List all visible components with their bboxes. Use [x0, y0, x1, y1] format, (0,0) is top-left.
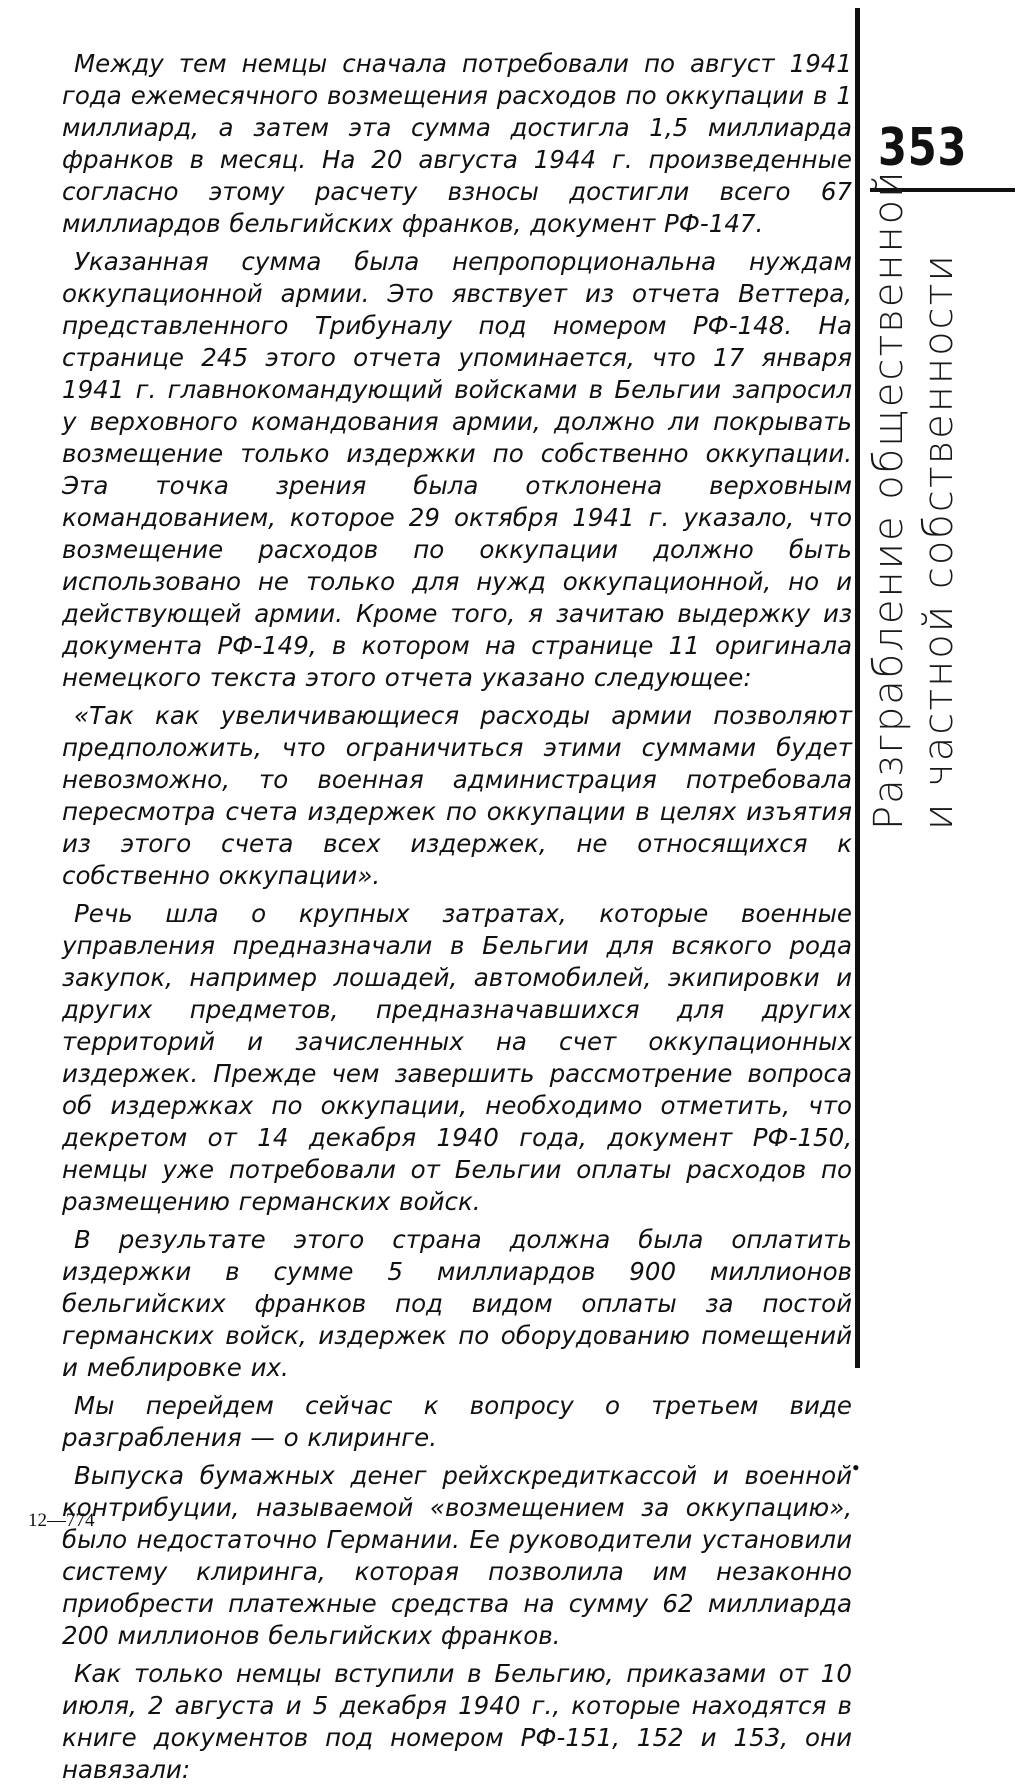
- margin-dot: •: [852, 1455, 860, 1480]
- paragraph-2: Указанная сумма была непропорциональна нуждам оккупационной армии. Это явствует из отчета Веттера, представленного Трибуналу под номером РФ-148. На странице 245 этого отчета упоминается, что 17 января 1941 г. главнокомандующий войсками в Бельгии запросил у верховного командования армии, должно ли покрывать возмещение только издержки по собственно оккупации. Эта точка зрения была отклонена верховным командованием, которое 29 октября 1941 г. указало, что возмещение расходов по оккупации должно быть использовано не только для нужд оккупационной, но и действующей армии. Кроме того, я зачитаю выдержку из документа РФ-149, в котором на странице 11 оригинала немецкого текста этого отчета указано следующее:: [62, 247, 852, 692]
- section-title-line-1: Разграбление общественной: [866, 169, 912, 830]
- paragraph-8: Как только немцы вступили в Бельгию, приказами от 10 июля, 2 августа и 5 декабря 1940 г., которые находятся в книге документов под номером РФ-151, 152 и 153, они навязали:: [62, 1659, 852, 1784]
- paragraph-6: Мы перейдем сейчас к вопросу о третьем виде разграбления — о клиринге.: [62, 1391, 852, 1452]
- printer-signature: 12—774: [28, 1510, 95, 1531]
- body-text: [62, 48, 852, 1792]
- paragraph-4: Речь шла о крупных затратах, которые военные управления предназначали в Бельгии для всякого рода закупок, например лошадей, автомобилей, экипировки и других предметов, предназначавшихся для других территорий и зачисленных на счет оккупационных издержек. Прежде чем завершить рассмотрение вопроса об издержках по оккупации, необходимо отметить, что декретом от 14 декабря 1940 года, документ РФ-150, немцы уже потребовали от Бельгии оплаты расходов по размещению германских войск.: [62, 899, 852, 1216]
- margin-rule: [855, 8, 860, 1368]
- paragraph-5: В результате этого страна должна была оплатить издержки в сумме 5 миллиардов 900 миллионов бельгийских франков под видом оплаты за постой германских войск, издержек по оборудованию помещений и меблировке их.: [62, 1225, 852, 1382]
- paragraph-3-quote: «Так как увеличивающиеся расходы армии позволяют предположить, что ограничиться этими суммами будет невозможно, то военная администрация потребовала пересмотра счета издержек по оккупации в целях изъятия из этого счета всех издержек, не относящихся к собственно оккупации».: [62, 701, 852, 890]
- section-title-line-2: и частной собственности: [916, 253, 962, 830]
- page-number: 353: [878, 118, 968, 178]
- paragraph-7: Выпуска бумажных денег рейхскредиткассой и военной контрибуции, называемой «возмещением за оккупацию», было недостаточно Германии. Ее руководители установили систему клиринга, которая позволила им незаконно приобрести платежные средства на сумму 62 миллиарда 200 миллионов бельгийских франков.: [62, 1461, 852, 1650]
- running-section-title: [864, 170, 964, 830]
- paragraph-1: Между тем немцы сначала потребовали по август 1941 года ежемесячного возмещения расходов по оккупации в 1 миллиард, а затем эта сумма достигла 1,5 миллиарда франков в месяц. На 20 августа 1944 г. произведенные согласно этому расчету взносы достигли всего 67 миллиардов бельгийских франков, документ РФ-147.: [62, 49, 852, 238]
